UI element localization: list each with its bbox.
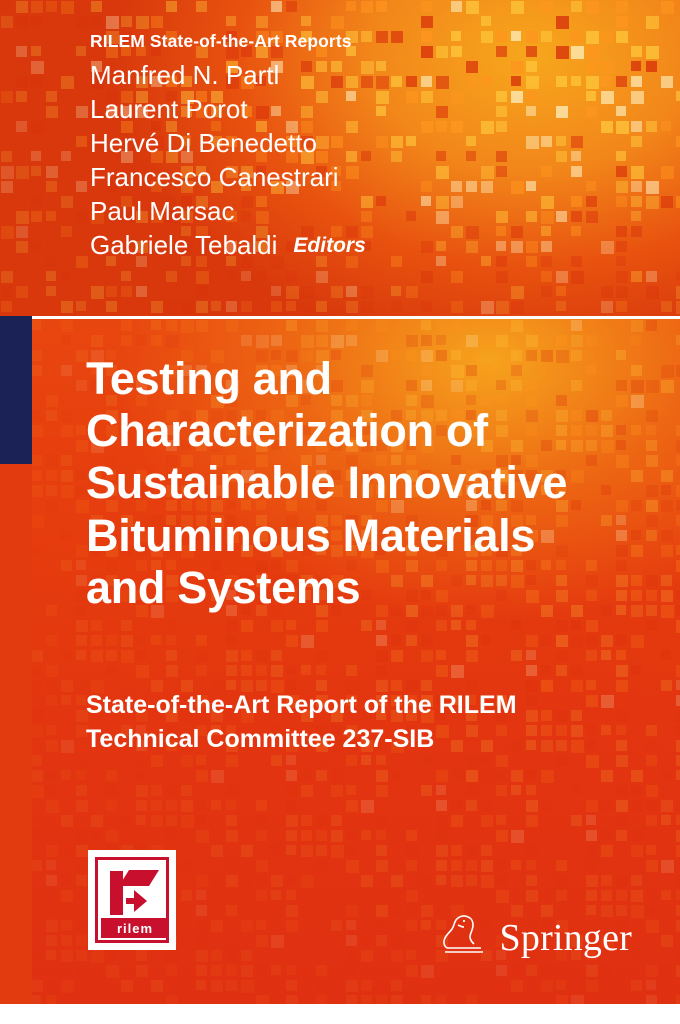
- publisher-logo: [438, 911, 632, 964]
- author-name: Laurent Porot: [90, 94, 248, 125]
- author-list: [90, 58, 366, 262]
- rilem-logo-frame: [95, 857, 169, 943]
- author-name: Manfred N. Partl: [90, 60, 280, 90]
- series-title: RILEM State-of-the-Art Reports: [90, 31, 352, 51]
- author-name: Paul Marsac: [90, 196, 235, 227]
- spine-strip-navy: [0, 316, 32, 464]
- springer-horse-icon: [438, 911, 490, 964]
- cover-bottom-margin: [0, 1004, 680, 1024]
- author-name: Gabriele Tebaldi: [90, 230, 278, 261]
- rilem-logo: [88, 850, 176, 950]
- spine-strip-red: [0, 464, 32, 1024]
- author-row-editors: [90, 228, 366, 262]
- book-title: Testing and Characterization of Sustainable Innovative Bituminous Materials and Systems: [86, 353, 568, 613]
- editors-label: Editors: [293, 234, 366, 258]
- book-subtitle: State-of-the-Art Report of the RILEM Technical Committee 237-SIB: [86, 691, 517, 753]
- publisher-name: Springer: [499, 916, 632, 959]
- author-name: Hervé Di Benedetto: [90, 128, 317, 159]
- cover-lower-area: [0, 319, 680, 1024]
- rilem-logo-wordmark: rilem: [116, 921, 154, 936]
- rilem-logo-bar-icon: [110, 871, 123, 915]
- author-name: Francesco Canestrari: [90, 162, 339, 193]
- rilem-logo-arrow-icon: [134, 890, 147, 912]
- rilem-logo-diagonal-icon: [119, 870, 159, 886]
